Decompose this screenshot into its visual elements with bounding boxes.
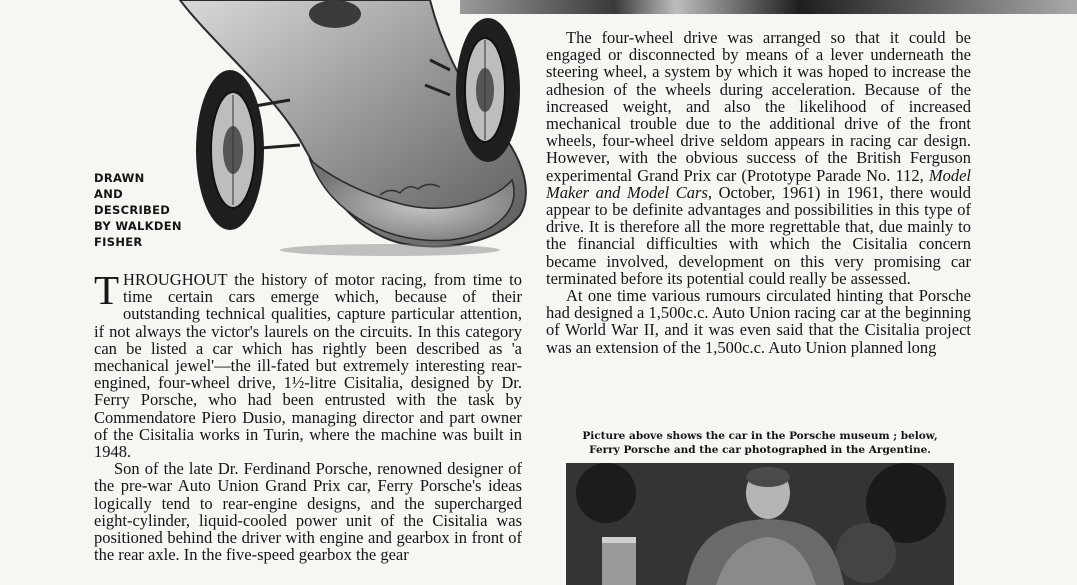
left-text-column [94,267,522,565]
top-photograph [460,0,1077,14]
illustration-credit [94,170,214,250]
body-paragraph [546,29,971,287]
credit-line: DESCRIBED [94,203,171,217]
body-paragraph: At one time various rumours circulated hinting that Porsche had designed a 1,500c.c. Auto Union racing car at the beginning of World War II, and it was even said that the Cisitalia project was an extension of the 1,500c.c. Auto Union planned long [546,286,971,357]
photograph-image [566,463,954,585]
intro-paragraph [94,267,522,462]
caption-line: Picture above shows the car in the Porsche museum ; below, [582,430,938,442]
photo-caption [546,429,974,457]
right-text-column [546,29,971,356]
caption-line: Ferry Porsche and the car photographed in the Argentine. [589,444,931,456]
credit-line: DRAWN [94,171,145,185]
drop-cap: T [94,267,120,313]
credit-line: FISHER [94,235,143,249]
paragraph-text: The four-wheel drive was arranged so that it could be engaged or disconnected by means of a lever underneath the steering wheel, a system by which it was hoped to increase the adhesion of the wheels during acceleration. Because of the increased weight, and also the likelihood of increased mechanical trouble due to the additional drive of the front wheels, four-wheel drive seldom appears in racing car design. However, with the obvious success of the British Ferguson experimental Grand Prix car (Prototype Parade No. 112, [546,28,971,185]
intro-paragraph-text: HROUGHOUT the history of motor racing, from time to time certain cars emerge which, because of their outstanding technical qualities, capture particular attention, if not always the victor's laurels on the circuits. In this category can be listed a car which has rightly been described as 'a mechanical jewel'—the ill-fated but extremely interesting rear-engined, four-wheel drive, 1½-litre Cisitalia, designed by Dr. Ferry Porsche, who had been entrusted with the task by Commendatore Piero Dusio, managing director and part owner of the Cisitalia works in Turin, where the machine was built in 1948. [94,270,522,462]
paragraph-text: , October, 1961) in 1961, there would appear to be definite advantages and possibilities in this type of drive. It is therefore all the more regrettable that, due mainly to the financial difficulties with which the Cisitalia concern became involved, development on this very promising car terminated before its potential could really be assessed. [546,182,971,288]
credit-line: AND [94,187,123,201]
credit-line: BY WALKDEN [94,219,182,233]
body-paragraph: Son of the late Dr. Ferdinand Porsche, renowned designer of the pre-war Auto Union Grand Prix car, Ferry Porsche's ideas logically tend to rear-engine designs, and the supercharged eight-cylinder, liquid-cooled power unit of the Cisitalia was positioned behind the driver with engine and gearbox in front of the rear axle. In the five-speed gearbox the gear [94,459,522,565]
magazine-title: Model Maker and Model Cars [546,165,971,202]
ferry-porsche-photograph [566,463,954,585]
